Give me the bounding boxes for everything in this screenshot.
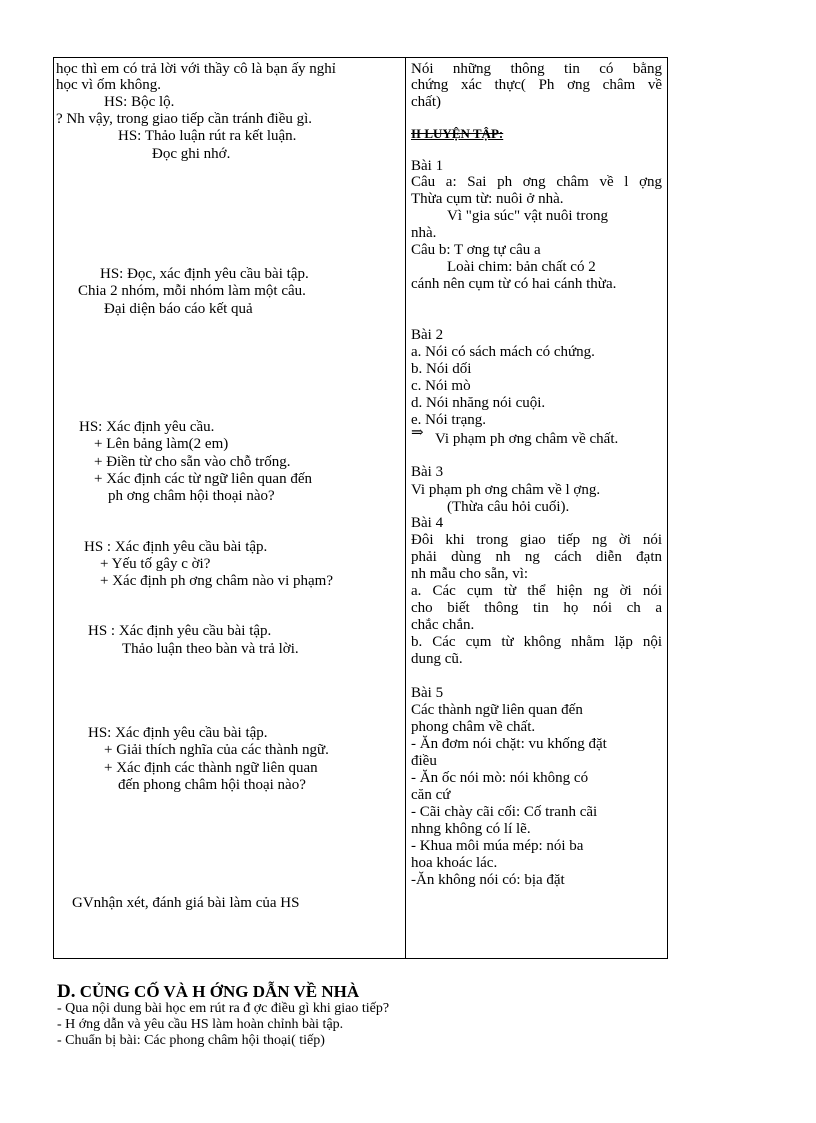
text-line: học vì ốm không. <box>56 77 161 93</box>
list-item: - Ăn ốc nói mò: nói không có <box>411 770 589 786</box>
text-line: + Yếu tố gây c ời? <box>100 556 211 572</box>
section-title-text: CỦNG CỐ VÀ H ỚNG DẪN VỀ NHÀ <box>79 982 360 1001</box>
exercise-heading: Bài 3 <box>411 464 444 480</box>
list-item: - Chuẩn bị bài: Các phong châm hội thoại( tiếp) <box>57 1033 325 1048</box>
text-line: a. Các cụm từ thể hiện ng ời nói <box>411 583 662 599</box>
text-line: phong châm về chất. <box>411 719 536 735</box>
text-line: HS: Đọc, xác định yêu cầu bài tập. <box>100 266 309 282</box>
homework-section <box>57 982 697 1049</box>
text-line: + Lên bảng làm(2 em) <box>94 436 229 452</box>
exercise-heading: Bài 5 <box>411 685 444 701</box>
list-item: a. Nói có sách mách có chứng. <box>411 344 595 360</box>
text-line: Đọc ghi nhớ. <box>152 146 231 162</box>
text-line: (Thừa câu hỏi cuối). <box>447 499 570 515</box>
text-line: HS: Thảo luận rút ra kết luận. <box>118 128 297 144</box>
list-item: c. Nói mò <box>411 378 471 394</box>
text-line: nhng không có lí lẽ. <box>411 821 531 837</box>
list-item: d. Nói nhăng nói cuội. <box>411 395 546 411</box>
text-line: Đôi khi trong giao tiếp ng ời nói <box>411 532 662 548</box>
text-line: nhà. <box>411 225 437 241</box>
text-line: điều <box>411 753 437 769</box>
text-line: HS: Xác định yêu cầu bài tập. <box>88 725 268 741</box>
column-divider <box>405 57 406 959</box>
text-line: học thì em có trả lời với thầy cô là bạn ấy nghỉ <box>56 61 336 77</box>
list-item: e. Nói trạng. <box>411 412 486 428</box>
text-line: Vi phạm ph ơng châm về chất. <box>435 431 619 447</box>
text-line: chất) <box>411 94 441 110</box>
text-line: Đại diện báo cáo kết quả <box>104 301 253 317</box>
text-line: Câu b: T ơng tự câu a <box>411 242 541 258</box>
text-line: Thảo luận theo bàn và trả lời. <box>122 641 299 657</box>
section-letter: D. <box>57 981 76 1002</box>
section-heading: II LUYỆN TẬP: <box>411 126 504 141</box>
text-line: Thừa cụm từ: nuôi ở nhà. <box>411 191 564 207</box>
list-item: - H ớng dẫn và yêu cầu HS làm hoàn chỉnh bài tập. <box>57 1017 344 1032</box>
text-line: HS : Xác định yêu cầu bài tập. <box>88 623 272 639</box>
text-line: Vì "gia súc" vật nuôi trong <box>447 208 608 224</box>
text-line: HS: Bộc lộ. <box>104 94 175 110</box>
section-title <box>57 982 697 1001</box>
text-line: Nói những thông tin có bằng <box>411 61 662 77</box>
text-line: đến phong châm hội thoại nào? <box>118 777 306 793</box>
text-line: chắc chắn. <box>411 617 475 633</box>
list-item: b. Nói dối <box>411 361 472 377</box>
text-line: Các thành ngữ liên quan đến <box>411 702 583 718</box>
text-line: HS: Xác định yêu cầu. <box>79 419 215 435</box>
text-line: ph ơng châm hội thoại nào? <box>108 488 275 504</box>
text-line: chứng xác thực( Ph ơng châm về <box>411 77 662 93</box>
text-line: hoa khoác lác. <box>411 855 498 871</box>
exercise-heading: Bài 1 <box>411 158 444 174</box>
text-line: + Xác định ph ơng châm nào vi phạm? <box>100 573 333 589</box>
list-item: - Khua môi múa mép: nói ba <box>411 838 584 854</box>
text-line: + Xác định các từ ngữ liên quan đến <box>94 471 312 487</box>
arrow-icon: ⇒ <box>411 425 424 441</box>
text-line: Câu a: Sai ph ơng châm về l ợng <box>411 174 662 190</box>
text-line: căn cứ <box>411 787 451 803</box>
text-line: b. Các cụm từ không nhằm lặp nội <box>411 634 662 650</box>
text-line: + Xác định các thành ngữ liên quan <box>104 760 318 776</box>
list-item: -Ăn không nói có: bịa đặt <box>411 872 565 888</box>
text-line: + Giải thích nghĩa của các thành ngữ. <box>104 742 329 758</box>
exercise-heading: Bài 2 <box>411 327 444 343</box>
list-item: - Cãi chày cãi cối: Cố tranh cãi <box>411 804 598 820</box>
text-line: nh mẫu cho sẵn, vì: <box>411 566 529 582</box>
text-line: cho biết thông tin họ nói ch a <box>411 600 662 616</box>
list-item: - Qua nội dung bài học em rút ra đ ợc điều gì khi giao tiếp? <box>57 1001 390 1016</box>
text-line: + Điền từ cho sẵn vào chỗ trống. <box>94 454 291 470</box>
text-line: dung cũ. <box>411 651 463 667</box>
text-line: Chia 2 nhóm, mỗi nhóm làm một câu. <box>78 283 306 299</box>
text-line: GVnhận xét, đánh giá bài làm của HS <box>72 895 300 911</box>
text-line: Loài chim: bản chất có 2 <box>447 259 596 275</box>
text-line: HS : Xác định yêu cầu bài tập. <box>84 539 268 555</box>
list-item: - Ăn đơm nói chặt: vu khống đặt <box>411 736 607 752</box>
exercise-heading: Bài 4 <box>411 515 444 531</box>
text-line: cánh nên cụm từ có hai cánh thừa. <box>411 276 617 292</box>
question-line: ? Nh vậy, trong giao tiếp cần tránh điều gì. <box>56 111 313 127</box>
text-line: phải dùng nh ng cách diễn đạtn <box>411 549 662 565</box>
text-line: Vi phạm ph ơng châm về l ợng. <box>411 482 601 498</box>
